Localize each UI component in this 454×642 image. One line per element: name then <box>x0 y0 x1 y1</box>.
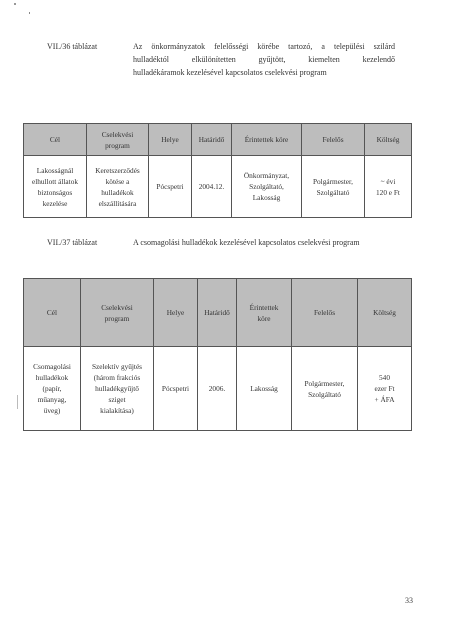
scan-speck <box>29 12 30 14</box>
table-cell: 2004.12. <box>192 156 232 218</box>
table-cell: Szelektív gyűjtés (három frakciós hulladékgyűjtő sziget kialakítása) <box>81 347 154 431</box>
header-cell: Felelős <box>302 124 365 156</box>
header-cell: Érintettek köre <box>232 124 302 156</box>
table37 <box>23 278 412 431</box>
page-number: 33 <box>405 596 413 605</box>
table-row <box>24 347 412 431</box>
table37-caption <box>47 236 407 250</box>
header-cell: Érintettek köre <box>237 279 292 347</box>
header-cell: Költség <box>365 124 412 156</box>
table37-number: VII./37 táblázat <box>47 238 98 247</box>
header-cell: Cselekvési program <box>87 124 149 156</box>
header-cell: Cél <box>24 124 87 156</box>
table-cell: Csomagolási hulladékok (papír, műanyag, üveg) <box>24 347 81 431</box>
table36-title <box>133 40 395 79</box>
table-cell: Lakosságnál elhullott állatok biztonságos kezelése <box>24 156 87 218</box>
table-cell: Önkormányzat, Szolgáltató, Lakosság <box>232 156 302 218</box>
header-cell: Határidő <box>192 124 232 156</box>
header-cell: Helye <box>149 124 192 156</box>
header-cell: Felelős <box>292 279 358 347</box>
table-cell: Polgármester, Szolgáltató <box>292 347 358 431</box>
table-cell: Pócspetri <box>149 156 192 218</box>
scan-speck <box>14 3 16 5</box>
header-cell: Cél <box>24 279 81 347</box>
header-cell: Cselekvési program <box>81 279 154 347</box>
caption-line: A csomagolási hulladékok kezelésével kapcsolatos cselekvési program <box>133 238 360 247</box>
table36-caption <box>47 40 395 82</box>
table-row <box>24 156 412 218</box>
table-cell: 2006. <box>198 347 237 431</box>
table37-header-row <box>24 279 412 347</box>
table37-title <box>133 236 407 249</box>
scan-margin-mark <box>17 395 18 409</box>
table36 <box>23 123 412 218</box>
table-cell: Polgármester, Szolgáltató <box>302 156 365 218</box>
table-cell: ~ évi 120 e Ft <box>365 156 412 218</box>
header-cell: Költség <box>358 279 412 347</box>
header-cell: Helye <box>154 279 198 347</box>
caption-line: Az önkormányzatok felelősségi körébe tartozó, a települési szilárd <box>133 42 395 51</box>
caption-line: hulladéktól elkülönítetten gyűjtött, kiemelten kezelendő <box>133 55 395 64</box>
table-cell: 540 ezer Ft + ÁFA <box>358 347 412 431</box>
table-cell: Pócspetri <box>154 347 198 431</box>
caption-line: hulladékáramok kezelésével kapcsolatos cselekvési program <box>133 68 327 77</box>
table-cell: Keretszerződés kötése a hulladékok elszállítására <box>87 156 149 218</box>
header-cell: Határidő <box>198 279 237 347</box>
table-cell: Lakosság <box>237 347 292 431</box>
table36-number: VII./36 táblázat <box>47 42 98 51</box>
table36-header-row <box>24 124 412 156</box>
